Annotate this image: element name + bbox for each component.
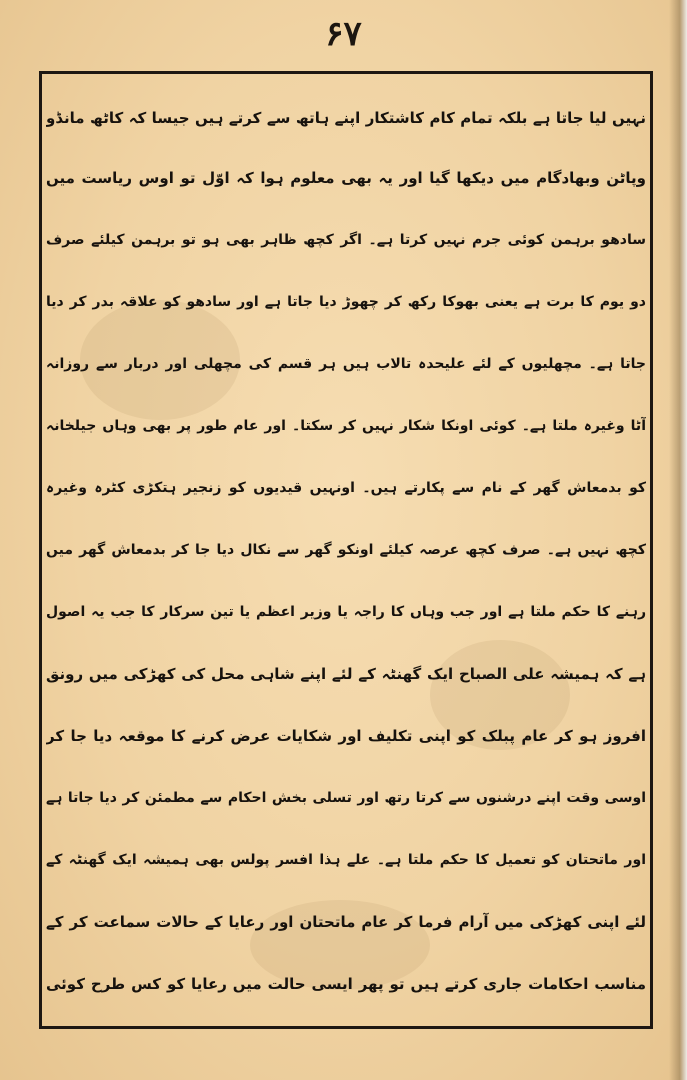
text-line: آٹا وغیرہ ملتا ہے۔ کوئی اونکا شکار نہیں کر سکتا۔ اور عام طور پر بھی وہاں جیلخانہ — [46, 418, 646, 434]
text-line: کو بدمعاش گھر کے نام سے پکارتے ہیں۔ اونہیں قیدیوں کو زنجیر ہتکڑی کٹرہ وغیرہ — [46, 480, 646, 496]
text-line: لئے اپنی کھڑکی میں آرام فرما کر عام ماتحتان اور رعایا کے حالات سماعت کر کے — [46, 913, 646, 931]
text-line: ہے کہ ہمیشہ علی الصباح ایک گھنٹہ کے لئے اپنے شاہی محل کی کھڑکی میں رونق — [46, 665, 646, 683]
text-line: نہیں لیا جاتا ہے بلکہ تمام کام کاشتکار اپنے ہاتھ سے کرتے ہیں جیسا کہ کاٹھ مانڈو — [46, 109, 646, 127]
text-line: سادھو برہمن کوئی جرم نہیں کرتا ہے۔ اگر کچھ ظاہر بھی ہو تو برہمن کیلئے صرف — [46, 232, 646, 248]
text-line: وپاٹن وبھادگام میں دیکھا گیا اور یہ بھی معلوم ہوا کہ اوّل تو اوس ریاست میں — [46, 169, 646, 187]
text-line: اور ماتحتان کو تعمیل کا حکم ملتا ہے۔ علے ہذا افسر پولس بھی ہمیشہ ایک گھنٹہ کے — [46, 852, 646, 868]
text-line: رہنے کا حکم ملتا ہے اور جب وہاں کا راجہ یا وزیر اعظم یا تین سرکار کا جب یہ اصول — [46, 604, 646, 620]
page-edge-shadow — [669, 0, 687, 1080]
text-line: افروز ہو کر عام پبلک کو اپنی تکلیف اور شکایات عرض کرنے کا موقعہ دیا جا کر — [46, 727, 646, 745]
text-line: اوسی وقت اپنے درشنوں سے کرتا رتھ اور تسلی بخش احکام سے مطمئن کر دیا جاتا ہے — [46, 790, 646, 806]
text-line: دو یوم کا برت ہے یعنی بھوکا رکھ کر چھوڑ دیا جاتا ہے اور سادھو کو علاقہ بدر کر دیا — [46, 294, 646, 310]
page-number: ۶۷ — [325, 14, 362, 54]
text-line: کچھ نہیں ہے۔ صرف کچھ عرصہ کیلئے اونکو گھر سے نکال دیا جا کر بدمعاش گھر میں — [46, 542, 646, 558]
text-line: مناسب احکامات جاری کرتے ہیں تو پھر ایسی حالت میں رعایا کو کس طرح کوئی — [46, 975, 646, 993]
text-line: جاتا ہے۔ مچھلیوں کے لئے علیحدہ تالاب ہیں ہر قسم کی مچھلی اور دربار سے روزانہ — [46, 356, 646, 372]
text-body — [46, 92, 646, 1022]
